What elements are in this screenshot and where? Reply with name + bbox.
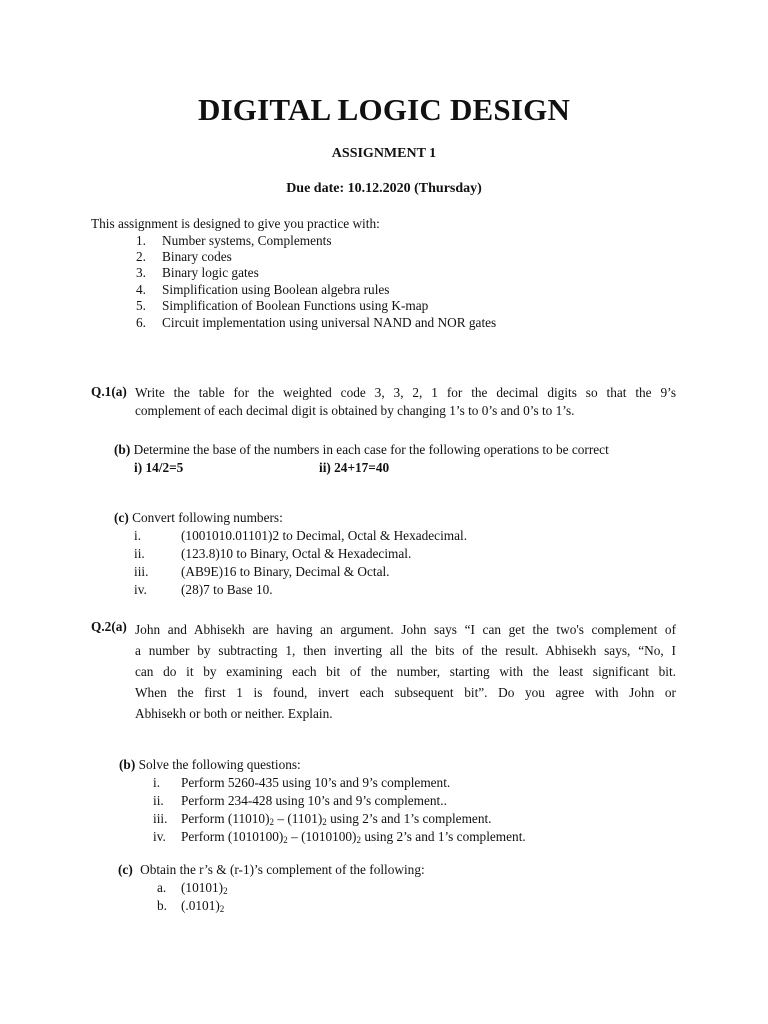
q2b-label: (b) <box>119 757 136 772</box>
q2c-line <box>118 862 425 878</box>
q2a-label: Q.2(a) <box>91 619 127 634</box>
q1b-operation-i: i) 14/2=5 <box>134 460 184 475</box>
q1c-label: (c) <box>114 510 129 525</box>
q2a-text: John and Abhisekh are having an argument. John says “I can get the two's complement of a number by subtracting 1, then inverting all the bits of the result. Abhisekh says, “No, I can do it by examining each bit of the number, starting with the least significant bit. When the first 1 is found, invert each subsequent bit”. Do you agree with John or Abhisekh or both or neither. Explain. <box>135 622 676 721</box>
q1a-text: Write the table for the weighted code 3, 3, 2, 1 for the decimal digits so that the 9’s complement of each decimal digit is obtained by changing 1’s to 0’s and 0’s to 1’s. <box>135 385 676 418</box>
q1c-text: Convert following numbers: <box>132 510 283 525</box>
q2b-text: Solve the following questions: <box>138 757 301 772</box>
q2b-line <box>119 757 301 773</box>
q1b-operation-ii: ii) 24+17=40 <box>319 460 390 475</box>
q1c-line <box>114 510 283 526</box>
assignment-page: DIGITAL LOGIC DESIGN ASSIGNMENT 1 Due date: 10.12.2020 (Thursday) This assignment is designed to give you practice with: 1. Number systems, Complements 2. Binary codes 3. Binary logic gates 4. Simplification using Boolean algebra rules 5. Simplification of Boolean Functions using K-map 6. Circuit implementation using universal NAND and NOR gates Q.1(a) Write the table for the weighted code 3, 3, 2, 1 for the decimal digits so that the 9’s complement of each decimal digit is obtained by changing 1’s to 0’s and 0’s to 1’s. (b) Determine the base of the numbers in each case for the following operations to be correct i) 14/2=5 ii) 24+17=40 (c) Convert following numbers: i. (1001010.01101)2 to Decimal, Octal & Hexadecimal. ii. (123.8)10 to Binary, Octal & Hexadecimal. iii. (AB9E)16 to Binary, Decimal & Octal. iv. (28)7 to Base 10. Q.2(a) John and Abhisekh are having an argument. John says “I can get the two's complement of a number by subtracting 1, then inverting all the bits of the result. Abhisekh says, “No, I can do it by examining each bit of the number, starting with the least significant bit. When the first 1 is found, invert each subsequent bit”. Do you agree with John or Abhisekh or both or neither. Explain. (b) Solve the following questions: i. Perform 5260-435 using 10’s and 9’s complement. ii. Perform 234-428 using 10’s and 9’s complement.. iii. Perform $(11010)_2 - (1101)_2$ using 2’s and 1’s complement. iv. Perform $(1010100)_2 - (1010100)_2$ using 2’s and 1’s complement. (c) Obtain the r’s & (r-1)’s complement of the following: a. $(10101)_2$ b. $(.0101)_2$ <box>0 0 768 1024</box>
q1a-label: Q.1(a) <box>91 384 127 399</box>
q2c-label: (c) <box>118 862 133 877</box>
q1b-label: (b) <box>114 442 131 457</box>
due-date: Due date: 10.12.2020 (Thursday) <box>286 181 482 196</box>
q1b-text: Determine the base of the numbers in each case for the following operations to be correct <box>133 442 609 457</box>
q2c-text: Obtain the r’s & (r-1)’s complement of the following: <box>140 862 425 877</box>
assignment-number: ASSIGNMENT 1 <box>331 146 437 161</box>
q1b-line <box>114 442 609 458</box>
intro-text: This assignment is designed to give you practice with: <box>91 216 380 231</box>
document-title: DIGITAL LOGIC DESIGN <box>197 92 571 127</box>
